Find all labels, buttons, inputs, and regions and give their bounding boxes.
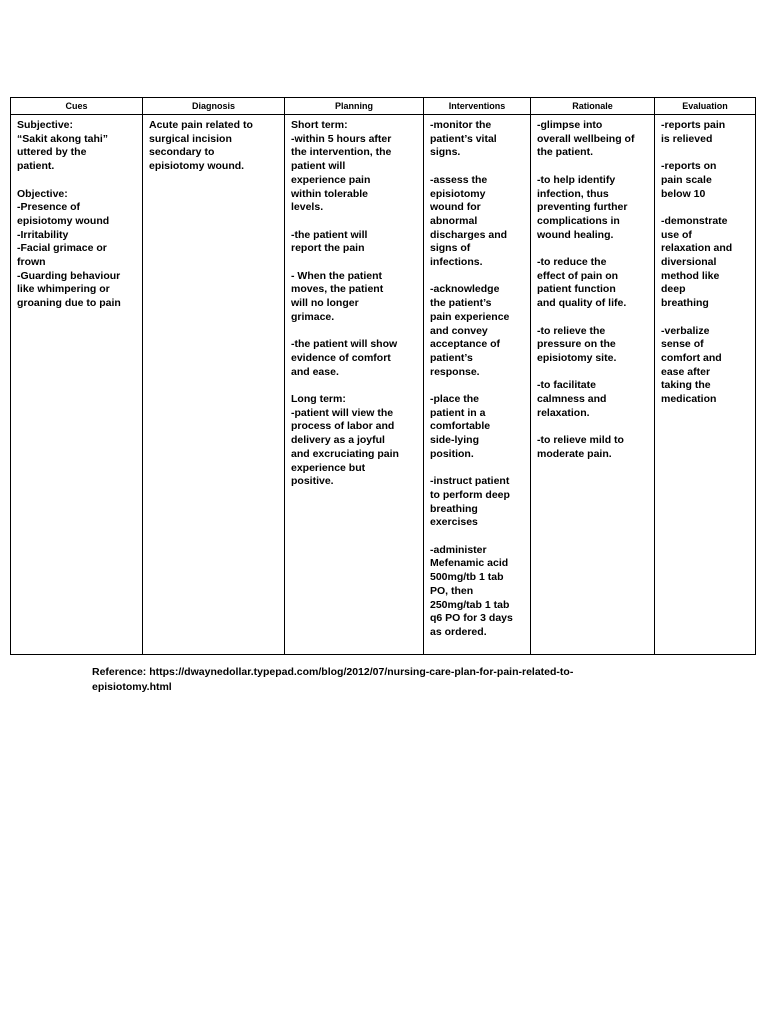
text-line: relaxation. [537,406,590,419]
text-line: patient function [537,283,616,296]
text-line: Long term: [291,393,346,405]
header-diagnosis: Diagnosis [143,98,285,115]
text-line: - When the patient [291,269,382,282]
text-line: side-lying [430,434,480,447]
text-line: below 10 [661,187,706,200]
text-line: -Guarding behaviour [17,269,121,282]
text-line: -acknowledge [430,283,500,296]
text-line: discharges and [430,228,508,241]
text-line: use of [661,228,692,241]
text-line: Subjective: [17,119,74,131]
blank-line [291,215,418,229]
text-line: diversional [661,256,717,268]
text-line: -assess the [430,173,488,186]
text-line: signs of [430,242,471,255]
evaluation-cell [655,115,756,655]
text-line: 500mg/tb 1 tab [430,571,504,584]
text-line: and ease. [291,365,339,378]
text-line: taking the [661,379,711,392]
text-line: pain scale [661,173,712,186]
text-line: acceptance of [430,338,501,351]
table-row [11,115,756,655]
nursing-care-plan-table [10,97,756,655]
text-line: -Facial grimace or [17,242,107,255]
blank-line [291,256,418,270]
blank-line [291,379,418,393]
text-line: Mefenamic acid [430,557,509,570]
blank-line [430,530,525,544]
text-line: to perform deep [430,488,510,501]
text-line: episiotomy [430,187,486,200]
blank-line [430,379,525,393]
text-line: exercises [430,516,478,529]
text-line: breathing [661,297,709,310]
text-line: 250mg/tab 1 tab [430,598,510,611]
text-line: preventing further [537,201,628,214]
text-line: -the patient will show [291,338,398,351]
text-line: Short term: [291,119,348,131]
text-line: deep [661,283,686,296]
text-line: wound for [430,201,481,214]
text-line: breathing [430,502,478,515]
text-line: as ordered. [430,625,487,638]
text-line: and excruciating pain [291,447,399,460]
text-line: -glimpse into [537,119,603,131]
text-line: delivery as a joyful [291,434,385,447]
text-line: -to facilitate [537,379,596,392]
header-cues: Cues [11,98,143,115]
text-line: response. [430,365,480,378]
text-line: Objective: [17,187,68,200]
text-line: is relieved [661,132,713,145]
text-line: uttered by the [17,146,87,159]
text-line: sense of [661,338,704,351]
text-line: signs. [430,146,461,159]
text-line: -to relieve the [537,324,606,337]
reference-text [92,665,692,695]
text-line: process of labor and [291,420,395,433]
text-line: -to relieve mild to [537,434,624,447]
text-line: -reports pain [661,119,726,131]
text-line: q6 PO for 3 days [430,612,513,625]
header-rationale: Rationale [531,98,655,115]
text-line: experience pain [291,173,371,186]
blank-line [537,366,649,380]
text-line: episiotomy site. [537,351,617,364]
text-line: overall wellbeing of [537,132,635,145]
text-line: groaning due to pain [17,297,121,310]
text-line: patient in a [430,406,486,419]
rationale-cell [531,115,655,655]
header-interventions: Interventions [424,98,531,115]
blank-line [17,174,137,188]
text-line: -reports on [661,160,717,173]
text-line: moves, the patient [291,283,384,296]
text-line: -to help identify [537,173,616,186]
text-line: effect of pain on [537,269,619,282]
diagnosis-cell [143,115,285,655]
text-line: -demonstrate [661,214,728,227]
text-line: within tolerable [291,187,369,200]
text-line: wound healing. [537,228,614,241]
text-line: evidence of comfort [291,351,391,364]
text-line: -place the [430,393,480,406]
text-line: and convey [430,324,488,337]
text-line: Reference: https://dwaynedollar.typepad.com/blog/2012/07/nursing-care-plan-for-pain-related-to- [92,666,574,678]
text-line: episiotomy wound [17,214,110,227]
text-line: like whimpering or [17,283,110,296]
text-line: infection, thus [537,187,609,200]
text-line: the intervention, the [291,146,392,159]
text-line: pressure on the [537,338,616,351]
text-line: -monitor the [430,119,492,131]
text-line: patient. [17,160,55,173]
text-line: -to reduce the [537,256,607,268]
header-row [11,98,756,115]
text-line: pain experience [430,310,510,323]
text-line: complications in [537,214,620,227]
planning-cell [285,115,424,655]
text-line: patient’s [430,351,473,364]
text-line: secondary to [149,146,215,159]
text-line: patient will [291,160,346,173]
text-line: -the patient will [291,228,368,241]
blank-line [430,462,525,476]
text-line: abnormal [430,214,478,227]
blank-line [537,242,649,256]
text-line: patient’s vital [430,132,497,145]
text-line: position. [430,447,474,460]
text-line: -Irritability [17,228,69,241]
text-line: -within 5 hours after [291,132,392,145]
text-line: experience but [291,461,366,474]
text-line: infections. [430,256,483,269]
header-evaluation: Evaluation [655,98,756,115]
text-line: the patient. [537,146,594,159]
text-line: frown [17,256,46,269]
blank-line [430,270,525,284]
blank-line [291,325,418,339]
text-line: comfortable [430,420,491,433]
text-line: comfort and [661,351,722,364]
text-line: levels. [291,201,324,214]
text-line: ease after [661,365,711,378]
text-line: medication [661,393,717,406]
text-line: will no longer [291,297,359,310]
text-line: episiotomy.html [92,681,172,693]
text-line: relaxation and [661,242,733,255]
text-line: -patient will view the [291,406,394,419]
text-line: -Presence of [17,201,81,214]
text-line: calmness and [537,393,607,405]
text-line: grimace. [291,310,335,323]
text-line: moderate pain. [537,447,612,460]
text-line: -verbalize [661,324,710,337]
text-line: PO, then [430,584,474,597]
blank-line [537,420,649,434]
blank-line [537,160,649,174]
text-line: the patient’s [430,297,492,310]
header-planning: Planning [285,98,424,115]
blank-line [537,311,649,325]
text-line: -instruct patient [430,475,510,488]
cues-cell [11,115,143,655]
blank-line [430,160,525,174]
text-line: report the pain [291,242,365,255]
text-line: -administer [430,543,487,556]
blank-line [661,201,750,215]
text-line: Acute pain related to [149,119,253,131]
text-line: method like [661,269,720,282]
interventions-cell [424,115,531,655]
text-line: and quality of life. [537,297,627,310]
text-line: positive. [291,475,334,488]
blank-line [661,311,750,325]
text-line: “Sakit akong tahi” [17,132,109,145]
blank-line [661,146,750,160]
text-line: surgical incision [149,132,232,145]
text-line: episiotomy wound. [149,160,245,173]
